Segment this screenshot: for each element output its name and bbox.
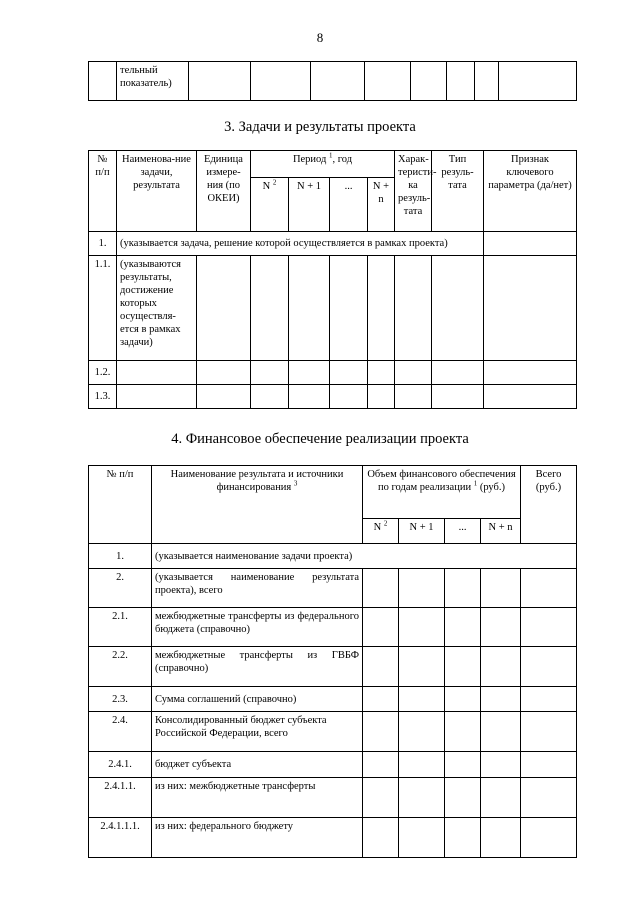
- row-num: 1.: [89, 232, 117, 256]
- row-text: (указывается задача, решение которой осуществляется в рамках проекта): [117, 232, 484, 256]
- hdr-key-param: Признак ключевого параметра (да/нет): [484, 151, 577, 232]
- fin-row-num: 2.: [89, 569, 152, 608]
- row-text: (указываются результаты, достижение которых осуществля-ется в рамках задачи): [117, 256, 197, 361]
- tasks-results-table: [88, 150, 577, 409]
- fin-hdr-dots: ...: [445, 519, 481, 544]
- fin-row-num: 2.4.1.1.1.: [89, 818, 152, 858]
- fin-row-text: межбюджетные трансферты из ГВБФ (справочно): [152, 647, 363, 687]
- fin-hdr-total: Всего (руб.): [521, 466, 577, 544]
- hdr-type: Тип резуль-тата: [432, 151, 484, 232]
- fin-row-text: Сумма соглашений (справочно): [152, 687, 363, 712]
- hdr-unit: Единица измере-ния (по ОКЕИ): [197, 151, 251, 232]
- hdr-dots: ...: [330, 178, 368, 232]
- hdr-name: Наименова-ние задачи, результата: [117, 151, 197, 232]
- fin-row-text: (указывается наименование задачи проекта): [152, 544, 577, 569]
- fin-row-num: 2.4.1.1.: [89, 778, 152, 818]
- continuation-table: [88, 61, 577, 101]
- fin-hdr-nn: N + n: [481, 519, 521, 544]
- row-num: 1.3.: [89, 385, 117, 409]
- financing-table: [88, 465, 577, 858]
- fin-row-num: 2.3.: [89, 687, 152, 712]
- hdr-n: N $^2$: [251, 178, 289, 232]
- fin-row-num: 2.4.: [89, 712, 152, 752]
- hdr-characteristic: Харак-теристи-ка резуль-тата: [395, 151, 432, 232]
- fin-row-text: Консолидированный бюджет субъекта Российской Федерации, всего: [152, 712, 363, 752]
- continuation-label: тельный показатель): [117, 62, 189, 101]
- hdr-nn: N + n: [368, 178, 395, 232]
- fin-hdr-n: N $^2$: [363, 519, 399, 544]
- fin-row-text: межбюджетные трансферты из федерального бюджета (справочно): [152, 608, 363, 647]
- fin-row-text: бюджет субъекта: [152, 752, 363, 778]
- hdr-period: Период $^1$, год: [251, 151, 395, 178]
- row-num: 1.2.: [89, 361, 117, 385]
- hdr-num: № п/п: [89, 151, 117, 232]
- section-4-title: 4. Финансовое обеспечение реализации проекта: [171, 431, 469, 447]
- section-3-title: 3. Задачи и результаты проекта: [224, 119, 416, 135]
- fin-row-num: 2.1.: [89, 608, 152, 647]
- row-num: 1.1.: [89, 256, 117, 361]
- page-number: 8: [316, 30, 324, 45]
- fin-row-text: из них: межбюджетные трансферты: [152, 778, 363, 818]
- fin-row-num: 2.2.: [89, 647, 152, 687]
- fin-row-text: (указывается наименование результата проекта), всего: [152, 569, 363, 608]
- fin-row-text: из них: федерального бюджету: [152, 818, 363, 858]
- fin-hdr-name: Наименование результата и источники финансирования $^3$: [152, 466, 363, 544]
- fin-hdr-n1: N + 1: [399, 519, 445, 544]
- fin-row-num: 1.: [89, 544, 152, 569]
- hdr-n1: N + 1: [289, 178, 330, 232]
- fin-hdr-num: № п/п: [89, 466, 152, 544]
- fin-row-num: 2.4.1.: [89, 752, 152, 778]
- fin-hdr-volume: Объем финансового обеспечения по годам реализации $^1$ (руб.): [363, 466, 521, 519]
